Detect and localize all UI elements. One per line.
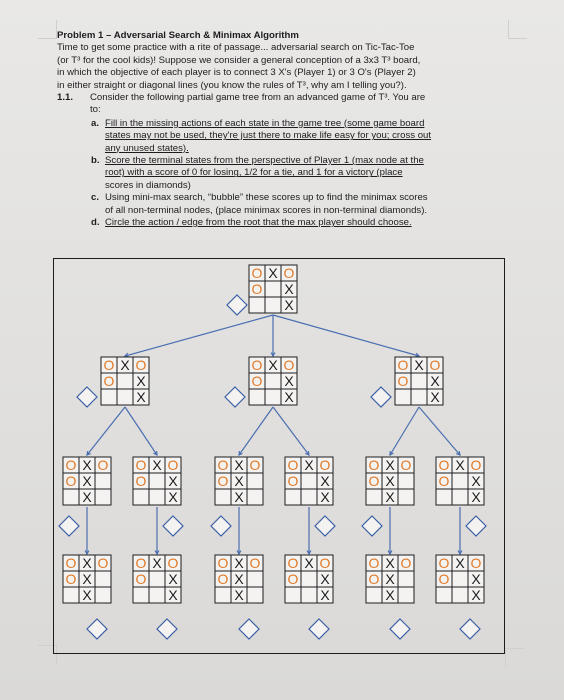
board-cell[interactable] xyxy=(265,281,281,297)
o-mark: O xyxy=(368,571,380,587)
x-mark: X xyxy=(284,297,294,313)
task-label: a. xyxy=(91,117,100,129)
level1-score-diamond[interactable] xyxy=(371,387,391,407)
tree-edge xyxy=(419,407,460,455)
tree-edge xyxy=(239,407,273,455)
o-mark: O xyxy=(217,571,229,587)
board-cell[interactable] xyxy=(101,389,117,405)
o-mark: O xyxy=(287,571,299,587)
corner-mark-top-right xyxy=(508,20,527,39)
board-cell[interactable] xyxy=(301,489,317,505)
o-mark: O xyxy=(438,473,450,489)
terminal-score-diamond[interactable] xyxy=(87,619,107,639)
task-line: states may not be used, they're just there to make life easy for you; cross out xyxy=(105,130,432,142)
tree-edge xyxy=(390,407,419,455)
board-cell[interactable] xyxy=(63,489,79,505)
x-mark: X xyxy=(320,489,330,505)
o-mark: O xyxy=(97,555,109,571)
board-cell[interactable] xyxy=(395,389,411,405)
section-line: to: xyxy=(90,104,101,116)
board-cell[interactable] xyxy=(436,587,452,603)
problem-text xyxy=(57,30,509,230)
o-mark: O xyxy=(368,473,380,489)
x-mark: X xyxy=(82,555,92,571)
o-mark: O xyxy=(167,555,179,571)
x-mark: X xyxy=(82,473,92,489)
o-mark: O xyxy=(400,457,412,473)
o-mark: O xyxy=(135,555,147,571)
board-cell[interactable] xyxy=(149,571,165,587)
corner-mark-top-left xyxy=(38,20,57,39)
level2-board xyxy=(436,457,484,505)
o-mark: O xyxy=(135,457,147,473)
o-mark: O xyxy=(65,555,77,571)
x-mark: X xyxy=(455,555,465,571)
task-item-d xyxy=(91,217,509,229)
root-score-diamond[interactable] xyxy=(227,295,247,315)
board-cell[interactable] xyxy=(215,489,231,505)
x-mark: X xyxy=(234,473,244,489)
board-cell[interactable] xyxy=(63,587,79,603)
board-cell[interactable] xyxy=(398,587,414,603)
x-mark: X xyxy=(385,555,395,571)
board-cell[interactable] xyxy=(411,373,427,389)
board-cell[interactable] xyxy=(95,571,111,587)
board-cell[interactable] xyxy=(117,373,133,389)
x-mark: X xyxy=(385,571,395,587)
board-cell[interactable] xyxy=(149,473,165,489)
x-mark: X xyxy=(268,265,278,281)
task-label: b. xyxy=(91,155,100,167)
game-tree xyxy=(53,258,505,654)
tree-edge xyxy=(273,315,419,356)
level1-score-diamond[interactable] xyxy=(77,387,97,407)
x-mark: X xyxy=(414,357,424,373)
tree-edge xyxy=(125,315,273,356)
o-mark: O xyxy=(470,457,482,473)
level1-board xyxy=(395,357,443,405)
o-mark: O xyxy=(217,473,229,489)
task-label: d. xyxy=(91,217,100,229)
x-mark: X xyxy=(82,571,92,587)
o-mark: O xyxy=(135,571,147,587)
task-item-c xyxy=(91,192,509,217)
x-mark: X xyxy=(471,473,481,489)
o-mark: O xyxy=(249,457,261,473)
o-mark: O xyxy=(429,357,441,373)
o-mark: O xyxy=(251,265,263,281)
o-mark: O xyxy=(438,457,450,473)
terminal-score-diamond[interactable] xyxy=(239,619,259,639)
section-1-1 xyxy=(57,92,509,117)
x-mark: X xyxy=(320,473,330,489)
tree-edges xyxy=(85,315,462,554)
task-line: any unused states). xyxy=(105,142,189,154)
board-cell[interactable] xyxy=(265,389,281,405)
problem-title: Problem 1 – Adversarial Search & Minimax Algorithm xyxy=(57,30,299,41)
task-line: of all non-terminal nodes, (place minimax scores in non-terminal diamonds). xyxy=(105,204,428,216)
x-mark: X xyxy=(168,489,178,505)
o-mark: O xyxy=(397,373,409,389)
o-mark: O xyxy=(65,457,77,473)
x-mark: X xyxy=(455,457,465,473)
x-mark: X xyxy=(304,555,314,571)
board-cell[interactable] xyxy=(95,587,111,603)
o-mark: O xyxy=(368,555,380,571)
x-mark: X xyxy=(152,457,162,473)
x-mark: X xyxy=(234,587,244,603)
intro-line: in which the objective of each player is to connect 3 X's (Player 1) or 3 O's (Player 2) xyxy=(57,67,416,79)
level2-score-diamond[interactable] xyxy=(163,516,183,536)
x-mark: X xyxy=(471,587,481,603)
level2-score-diamond[interactable] xyxy=(59,516,79,536)
terminal-score-diamond[interactable] xyxy=(460,619,480,639)
terminal-score-diamond[interactable] xyxy=(157,619,177,639)
board-cell[interactable] xyxy=(149,489,165,505)
task-line: scores in diamonds) xyxy=(105,179,191,191)
o-mark: O xyxy=(135,357,147,373)
x-mark: X xyxy=(284,389,294,405)
level2-score-diamond[interactable] xyxy=(466,516,486,536)
task-line: Score the terminal states from the perspective of Player 1 (max node at the xyxy=(105,155,424,167)
x-mark: X xyxy=(168,587,178,603)
o-mark: O xyxy=(251,281,263,297)
o-mark: O xyxy=(217,555,229,571)
level2-board xyxy=(133,457,181,505)
section-line: Consider the following partial game tree from an advanced game of T³. You are xyxy=(90,92,426,104)
board-cell[interactable] xyxy=(285,587,301,603)
x-mark: X xyxy=(284,373,294,389)
x-mark: X xyxy=(234,555,244,571)
task-line: Fill in the missing actions of each state in the game tree (some game board xyxy=(105,117,425,129)
x-mark: X xyxy=(320,587,330,603)
tree-edge xyxy=(87,407,125,455)
intro-line: Time to get some practice with a rite of passage... adversarial search on Tic-Tac-Toe xyxy=(57,42,415,54)
x-mark: X xyxy=(82,457,92,473)
x-mark: X xyxy=(120,357,130,373)
task-line: root) with a score of 0 for losing, 1/2 for a tie, and 1 for a victory (place xyxy=(105,167,403,179)
x-mark: X xyxy=(471,489,481,505)
board-cell[interactable] xyxy=(301,587,317,603)
x-mark: X xyxy=(268,357,278,373)
x-mark: X xyxy=(136,389,146,405)
o-mark: O xyxy=(287,473,299,489)
o-mark: O xyxy=(217,457,229,473)
intro-line: in either straight or diagonal lines (you know the rules of T³, why am I telling you?). xyxy=(57,79,407,91)
o-mark: O xyxy=(65,571,77,587)
x-mark: X xyxy=(385,489,395,505)
section-number: 1.1. xyxy=(57,92,74,104)
x-mark: X xyxy=(430,373,440,389)
board-cell[interactable] xyxy=(249,297,265,313)
board-cell[interactable] xyxy=(265,373,281,389)
terminal-score-diamond[interactable] xyxy=(309,619,329,639)
board-cell[interactable] xyxy=(285,489,301,505)
level3-board xyxy=(285,555,333,603)
o-mark: O xyxy=(283,265,295,281)
x-mark: X xyxy=(304,457,314,473)
task-line: Using mini-max search, “bubble” these scores up to find the minimax scores xyxy=(105,192,428,204)
task-line: Circle the action / edge from the root that the max player should choose. xyxy=(105,217,412,229)
x-mark: X xyxy=(168,571,178,587)
o-mark: O xyxy=(103,373,115,389)
x-mark: X xyxy=(385,473,395,489)
board-cell[interactable] xyxy=(452,489,468,505)
x-mark: X xyxy=(284,281,294,297)
board-cell[interactable] xyxy=(95,473,111,489)
o-mark: O xyxy=(319,555,331,571)
task-item-a xyxy=(91,118,509,155)
level1-board xyxy=(249,357,297,405)
x-mark: X xyxy=(168,473,178,489)
level3-board xyxy=(215,555,263,603)
o-mark: O xyxy=(65,473,77,489)
task-list xyxy=(91,118,509,230)
o-mark: O xyxy=(397,357,409,373)
o-mark: O xyxy=(438,571,450,587)
level3-board xyxy=(133,555,181,603)
board-cell[interactable] xyxy=(366,587,382,603)
level1-score-diamond[interactable] xyxy=(225,387,245,407)
board-cell[interactable] xyxy=(249,389,265,405)
o-mark: O xyxy=(103,357,115,373)
board-cell[interactable] xyxy=(366,489,382,505)
level2-score-diamond[interactable] xyxy=(315,516,335,536)
x-mark: X xyxy=(234,457,244,473)
o-mark: O xyxy=(287,457,299,473)
x-mark: X xyxy=(82,587,92,603)
board-cell[interactable] xyxy=(398,473,414,489)
board-cell[interactable] xyxy=(133,587,149,603)
task-item-b xyxy=(91,155,509,192)
o-mark: O xyxy=(97,457,109,473)
x-mark: X xyxy=(82,489,92,505)
board-cell[interactable] xyxy=(301,473,317,489)
x-mark: X xyxy=(471,571,481,587)
o-mark: O xyxy=(249,555,261,571)
board-cell[interactable] xyxy=(247,473,263,489)
level2-score-diamond[interactable] xyxy=(211,516,231,536)
board-cell[interactable] xyxy=(247,571,263,587)
x-mark: X xyxy=(136,373,146,389)
x-mark: X xyxy=(320,571,330,587)
level3-board xyxy=(436,555,484,603)
o-mark: O xyxy=(167,457,179,473)
x-mark: X xyxy=(385,587,395,603)
x-mark: X xyxy=(234,489,244,505)
o-mark: O xyxy=(400,555,412,571)
board-cell[interactable] xyxy=(452,571,468,587)
task-label: c. xyxy=(91,192,100,204)
level3-board xyxy=(63,555,111,603)
board-cell[interactable] xyxy=(452,473,468,489)
root-board xyxy=(249,265,297,313)
o-mark: O xyxy=(438,555,450,571)
o-mark: O xyxy=(283,357,295,373)
board-cell[interactable] xyxy=(247,489,263,505)
board-cell[interactable] xyxy=(436,489,452,505)
level2-score-diamond[interactable] xyxy=(362,516,382,536)
board-cell[interactable] xyxy=(301,571,317,587)
level1-board xyxy=(101,357,149,405)
level3-board xyxy=(366,555,414,603)
level2-board xyxy=(215,457,263,505)
o-mark: O xyxy=(287,555,299,571)
board-cell[interactable] xyxy=(117,389,133,405)
board-cell[interactable] xyxy=(398,571,414,587)
board-cell[interactable] xyxy=(265,297,281,313)
intro-line: (or T³ for the cool kids)! Suppose we consider a general conception of a 3x3 T³ board, xyxy=(57,54,421,66)
board-cell[interactable] xyxy=(215,587,231,603)
o-mark: O xyxy=(368,457,380,473)
corner-mark-bottom-right xyxy=(505,648,524,667)
x-mark: X xyxy=(234,571,244,587)
o-mark: O xyxy=(251,357,263,373)
tree-edge xyxy=(273,407,309,455)
x-mark: X xyxy=(152,555,162,571)
level2-board xyxy=(366,457,414,505)
board-cell[interactable] xyxy=(149,587,165,603)
board-cell[interactable] xyxy=(247,587,263,603)
board-cell[interactable] xyxy=(133,489,149,505)
board-cell[interactable] xyxy=(398,489,414,505)
o-mark: O xyxy=(251,373,263,389)
board-cell[interactable] xyxy=(452,587,468,603)
level2-board xyxy=(63,457,111,505)
board-cell[interactable] xyxy=(95,489,111,505)
level2-board xyxy=(285,457,333,505)
x-mark: X xyxy=(385,457,395,473)
board-cell[interactable] xyxy=(411,389,427,405)
o-mark: O xyxy=(470,555,482,571)
x-mark: X xyxy=(430,389,440,405)
o-mark: O xyxy=(319,457,331,473)
terminal-score-diamond[interactable] xyxy=(390,619,410,639)
tree-edge xyxy=(125,407,157,455)
o-mark: O xyxy=(135,473,147,489)
